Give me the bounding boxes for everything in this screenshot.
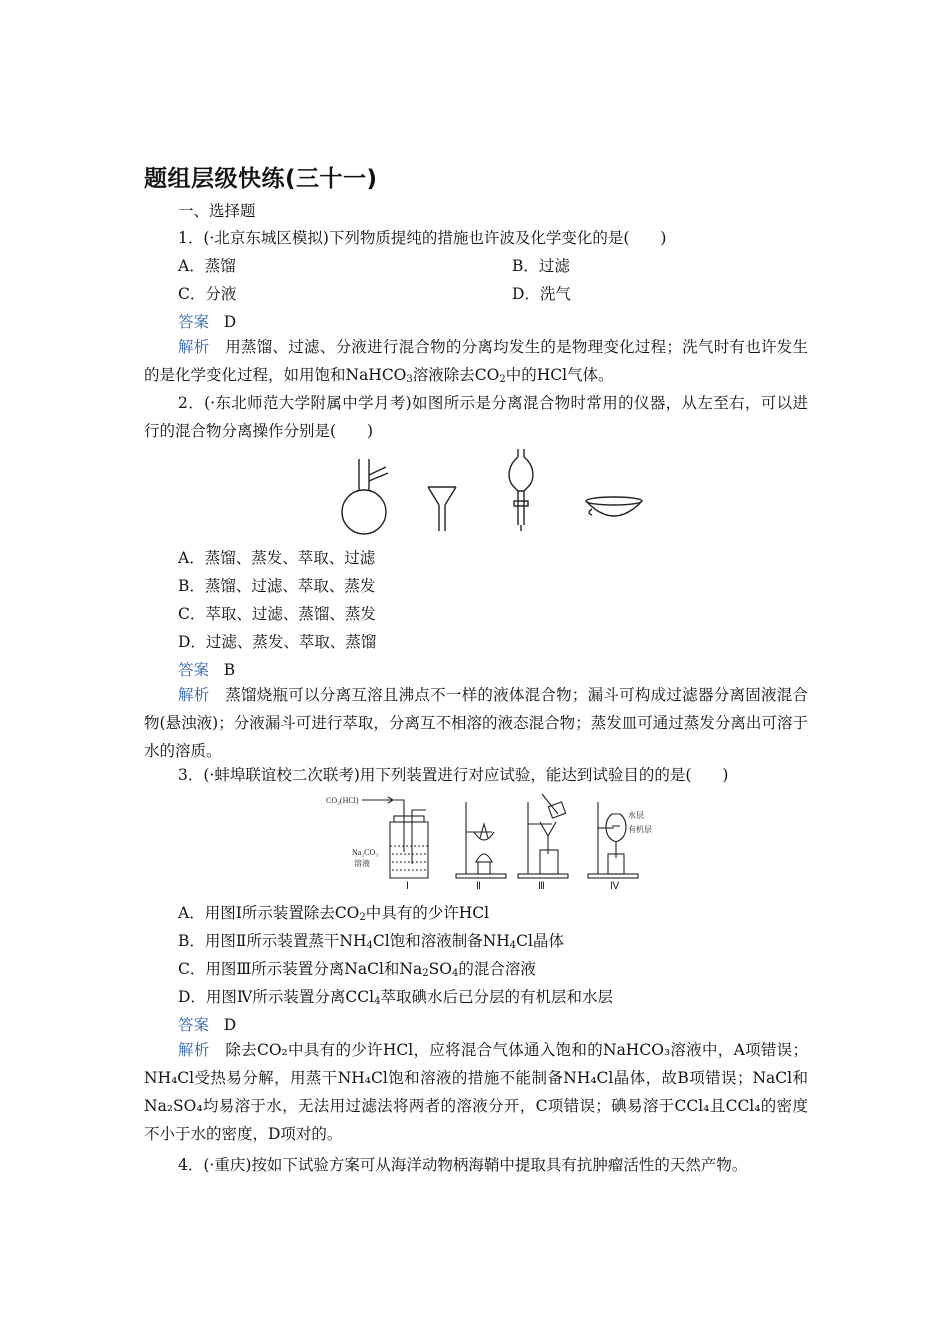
option-text: Cl饱和溶液制备NH bbox=[372, 932, 510, 950]
analysis-label: 解析 bbox=[178, 338, 210, 356]
analysis-text: 溶液除去CO bbox=[412, 366, 500, 384]
option-text: Cl晶体 bbox=[516, 932, 564, 950]
answer-value: D bbox=[223, 1016, 237, 1034]
analysis-text: 蒸馏烧瓶可以分离互溶且沸点不一样的液体混合物；漏斗可构成过滤器分离固液混合物(悬浊液)；分液漏斗可进行萃取，分离互不相溶的液态混合物；蒸发皿可通过蒸发分离出可溶于水的溶质。 bbox=[144, 686, 808, 760]
q1-answer bbox=[178, 312, 236, 332]
answer-value: D bbox=[223, 313, 237, 331]
fig-label-solution-1: Na₂CO₃ bbox=[352, 848, 379, 857]
analysis-text: 用蒸馏、过滤、分液进行混合物的分离均发生的是物理变化过程；洗气时有也许发生的是化学变化过程，如用饱和NaHCO bbox=[144, 338, 808, 384]
subscript: 2 bbox=[359, 912, 366, 923]
q3-analysis bbox=[144, 1036, 808, 1148]
fig-label-organic-layer: 有机层 bbox=[628, 825, 652, 834]
q1-analysis bbox=[144, 333, 808, 389]
option-text: SO bbox=[428, 960, 452, 978]
subscript: 2 bbox=[422, 968, 429, 979]
q4-stem: 4．(·重庆)按如下试验方案可从海洋动物柄海鞘中提取具有抗肿瘤活性的天然产物。 bbox=[178, 1156, 748, 1174]
q3-option-d bbox=[178, 987, 613, 1007]
option-text: C．用图Ⅲ所示装置分离NaCl和Na bbox=[178, 960, 423, 978]
evaporation-setup-icon bbox=[456, 802, 506, 892]
fig-label-water-layer: 水层 bbox=[628, 811, 644, 820]
q1-option-b: B．过滤 bbox=[512, 257, 570, 275]
subscript: 2 bbox=[499, 374, 506, 385]
evaporating-dish-icon bbox=[586, 497, 642, 516]
q2-analysis bbox=[144, 681, 808, 765]
fig-label-gas-in: CO₂(HCl) bbox=[326, 796, 359, 805]
option-text: 萃取碘水后已分层的有机层和水层 bbox=[380, 988, 613, 1006]
fig-label-solution-2: 溶液 bbox=[354, 859, 370, 868]
section-heading: 一、选择题 bbox=[178, 202, 256, 220]
q2-option-c: C．萃取、过滤、蒸馏、蒸发 bbox=[178, 605, 376, 623]
answer-label: 答案 bbox=[178, 313, 210, 331]
subscript: 3 bbox=[406, 374, 413, 385]
fig-label-ii: Ⅱ bbox=[476, 881, 481, 892]
answer-label: 答案 bbox=[178, 661, 210, 679]
q1-option-a: A．蒸馏 bbox=[178, 257, 236, 275]
funnel-icon bbox=[428, 487, 456, 531]
separatory-funnel-setup-icon bbox=[588, 802, 652, 892]
q3-option-c bbox=[178, 959, 536, 979]
q2-option-b: B．蒸馏、过滤、萃取、蒸发 bbox=[178, 577, 376, 595]
q2-stem: 2．(·东北师范大学附属中学月考)如图所示是分离混合物时常用的仪器，从左至右，可以进行的混合物分离操作分别是( ) bbox=[144, 394, 808, 440]
option-text: A．用图Ⅰ所示装置除去CO bbox=[178, 904, 360, 922]
q2-option-a: A．蒸馏、蒸发、萃取、过滤 bbox=[178, 549, 376, 567]
q3-option-a bbox=[178, 903, 489, 923]
q1-stem: 1．(·北京东城区模拟)下列物质提纯的措施也许波及化学变化的是( ) bbox=[178, 229, 667, 247]
fig-label-iv: Ⅳ bbox=[610, 881, 620, 892]
distilling-flask-icon bbox=[342, 459, 388, 534]
option-text: D．用图Ⅳ所示装置分离CCl bbox=[178, 988, 375, 1006]
q1-option-c: C．分液 bbox=[178, 285, 237, 303]
fig-label-i: Ⅰ bbox=[406, 881, 409, 892]
option-text: 中具有的少许HCl bbox=[365, 904, 490, 922]
q3-option-b bbox=[178, 931, 564, 951]
q2-apparatus-figure bbox=[330, 445, 660, 540]
gas-washing-bottle-icon bbox=[326, 796, 428, 892]
analysis-text: 除去CO₂中具有的少许HCl，应将混合气体通入饱和的NaHCO₃溶液中，A项错误；NH₄Cl受热易分解，用蒸干NH₄Cl饱和溶液的措施不能制备NH₄Cl晶体，故B项错误；NaCl和Na₂SO₄均易溶于水，无法用过滤法将两者的溶液分开，C项错误；碘易溶于CCl₄且CCl₄的密度不小于水的密度，D项对的。 bbox=[144, 1041, 808, 1143]
separatory-funnel-icon bbox=[509, 449, 533, 531]
subscript: 4 bbox=[366, 940, 373, 951]
option-text: B．用图Ⅱ所示装置蒸干NH bbox=[178, 932, 367, 950]
answer-value: B bbox=[223, 661, 236, 679]
page-title: 题组层级快练(三十一) bbox=[144, 166, 378, 192]
subscript: 4 bbox=[451, 968, 459, 979]
filtration-setup-icon bbox=[518, 794, 568, 892]
q2-option-d: D．过滤、蒸发、萃取、蒸馏 bbox=[178, 633, 377, 651]
q3-apparatus-figure bbox=[322, 792, 672, 892]
answer-label: 答案 bbox=[178, 1016, 210, 1034]
subscript: 4 bbox=[374, 996, 381, 1007]
q1-option-d: D．洗气 bbox=[512, 285, 571, 303]
q3-stem: 3．(·蚌埠联谊校二次联考)用下列装置进行对应试验，能达到试验目的的是( ) bbox=[178, 766, 729, 784]
subscript: 4 bbox=[509, 940, 517, 951]
q3-answer bbox=[178, 1015, 236, 1035]
q2-answer bbox=[178, 660, 235, 680]
analysis-label: 解析 bbox=[178, 686, 210, 704]
analysis-label: 解析 bbox=[178, 1041, 210, 1059]
fig-label-iii: Ⅲ bbox=[538, 881, 545, 892]
analysis-text: 中的HCl气体。 bbox=[505, 366, 614, 384]
option-text: 的混合溶液 bbox=[458, 960, 536, 978]
